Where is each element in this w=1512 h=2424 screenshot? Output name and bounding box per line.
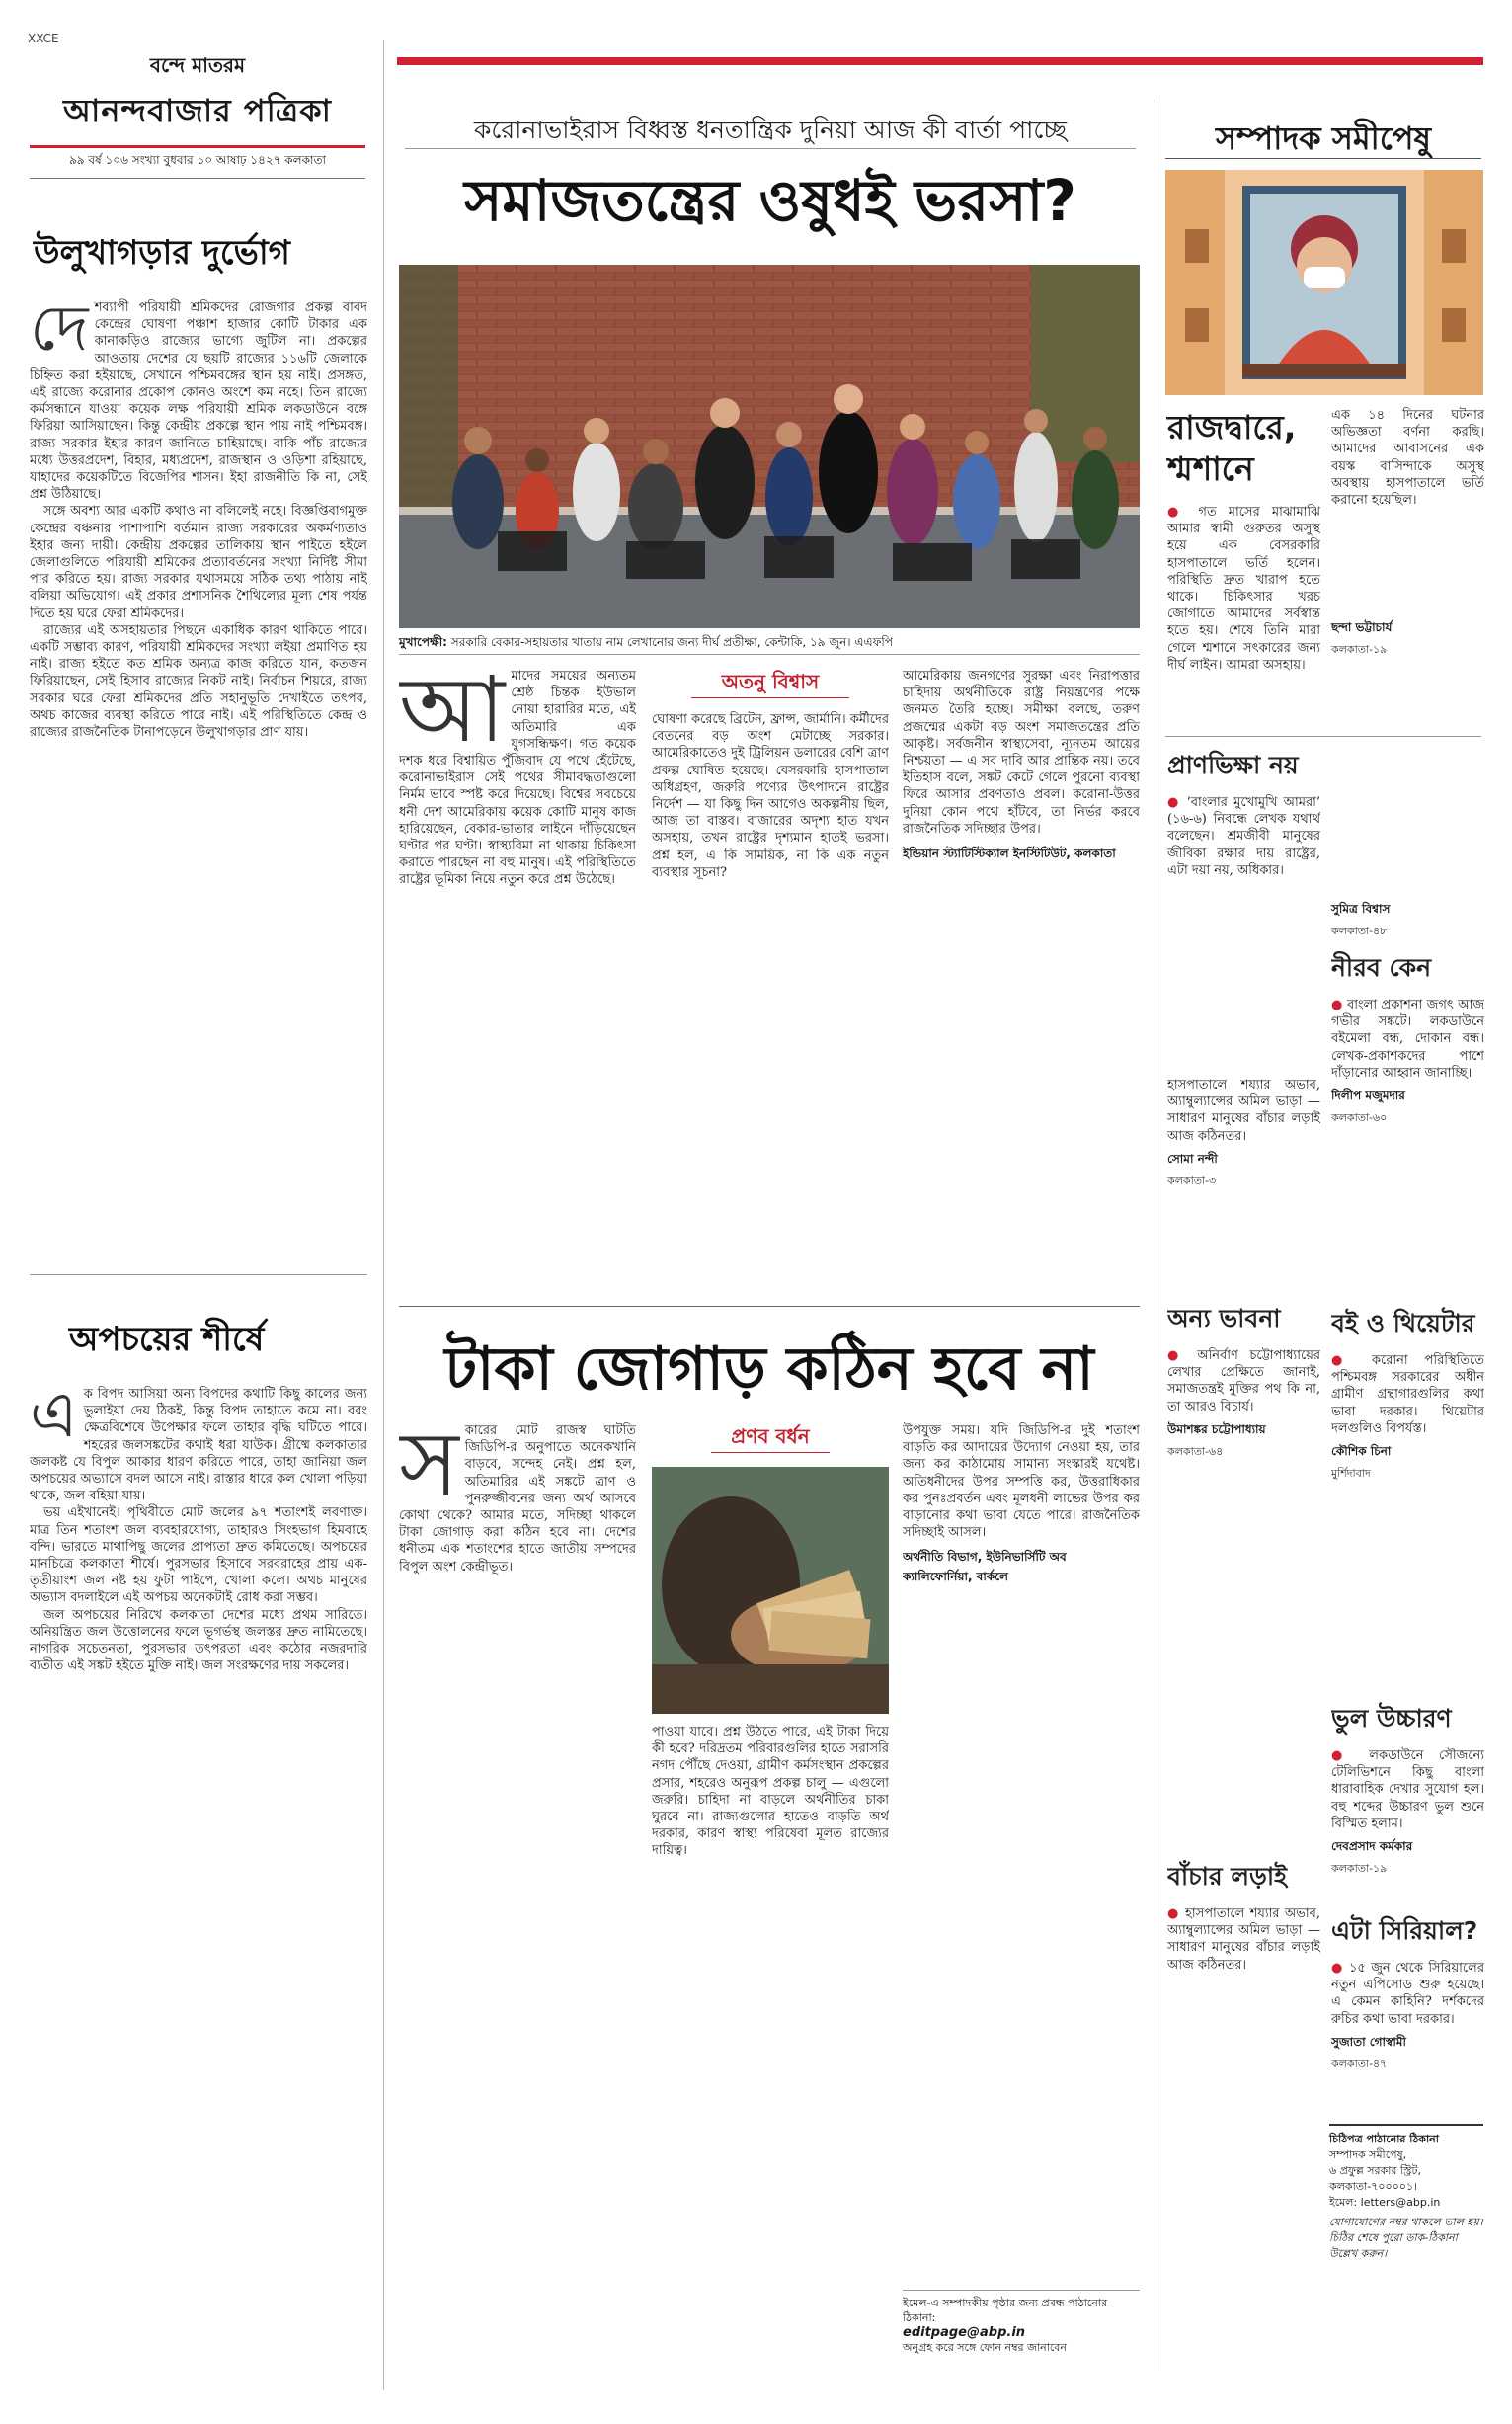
money-photo-illustration <box>652 1467 889 1714</box>
main-headline: সমাজতন্ত্রের ওষুধই ভরসা? <box>464 167 1076 234</box>
letter-4-text: করোনা পরিস্থিতিতে পশ্চিমবঙ্গ সরকারের অধীন গ্রামীণ গ্রন্থাগারগুলির কথা ভাবা দরকার। থিয়েটার দলগুলিও বিপর্যস্ত। <box>1331 1353 1484 1436</box>
letters-title-rule <box>1165 158 1481 159</box>
masthead-logo[interactable]: আনন্দবাজার পত্রিকা <box>63 92 332 129</box>
letter-1-intro: এক ১৪ দিনের ঘটনার অভিজ্ঞতা বর্ণনা করছি। আমাদের আবাসনের এক বয়স্ক বাসিন্দাকে অসুস্থ অবস্থায় হাসপাতালে ভর্তি করানো হয়েছিল। <box>1331 408 1484 509</box>
queue-photo-illustration <box>399 265 1140 628</box>
editorial-2 <box>30 1314 367 2356</box>
letters-rule-1 <box>1165 736 1481 737</box>
main-byline: অতনু বিশ্বাস <box>721 670 820 693</box>
bullet-icon: ● <box>1167 505 1187 520</box>
caption-rule <box>399 654 1140 655</box>
address-line: সম্পাদক সমীপেষু, <box>1329 2148 1407 2161</box>
second-byline: প্রণব বর্ধন <box>731 1424 810 1448</box>
second-byline-rule <box>711 1452 830 1453</box>
main-body-col1 <box>399 668 636 1300</box>
address-title: চিঠিপত্র পাঠানোর ঠিকানা <box>1329 2133 1439 2145</box>
editorial-1-title: উলুখাগড়ার দুর্ভোগ <box>34 233 290 273</box>
letter-3 <box>1331 948 1484 1289</box>
main-col2-text: ঘোষণা করেছে ব্রিটেন, ফ্রান্স, জার্মানি। কর্মীদের বেতনের বড় অংশ মেটাচ্ছে সরকার। আমেরিকাতেও দুই ট্রিলিয়ন ডলারের বেশি ত্রাণ প্রকল্প ঘোষিত হয়েছে। বেসরকারি হাসপাতাল অধিগ্রহণ, জরুরি পণ্যের উৎপাদনে রাষ্ট্রের নির্দেশ — যা কিছু দিন আগেও অকল্পনীয় ছিল, আজ তা বাস্তব। বাজারের অদৃশ্য হাত যখন অসহায়, তখন রাষ্ট্রের দৃশ্যমান হাতই ভরসা। প্রশ্ন হল, এ কি সাময়িক, না কি এক নতুন ব্যবস্থার সূচনা? <box>652 712 889 880</box>
letter-7-title: অন্য ভাবনা <box>1167 1304 1281 1333</box>
letter-5-sig: দেবপ্রসাদ কর্মকার <box>1331 1839 1413 1854</box>
second-body-col1 <box>399 1422 636 2351</box>
letter-1-sig: ছন্দা ভট্টাচার্য <box>1331 620 1393 634</box>
main-bottom-rule <box>399 1306 1140 1307</box>
editorial-2-para: ক বিপদ আসিয়া অন্য বিপদের কথাটি কিছু কালের জন্য ভুলাইয়া দেয় ঠিকই, কিন্তু বিপদ তাহাতে কমে না। বরং ক্ষেত্রবিশেষে উপেক্ষার ফলে তাহার বৃদ্ধি ঘটিতে পারে। শহরের জলসঙ্কটের কথাই ধরা যাউক। গ্রীষ্মে কলকাতার জলকষ্ট যে বিপুল আকার ধারণ করিতে পারে, তাহা জানিয়া জল অপচয়ের অভ্যাসে বদল আসে নাই। রাস্তার ধারে কল খোলা পড়িয়া থাকে, জল বহিয়া যায়। <box>30 1387 367 1504</box>
main-col1-text: মাদের সময়ের অন্যতম শ্রেষ্ঠ চিন্তক ইউভাল নোয়া হারারির মতে, এই অতিমারি এক যুগসন্ধিক্ষণ। গত কয়েক দশক ধরে বিশ্বায়িত পুঁজিবাদ যে পথে হেঁটেছে, করোনাভাইরাস সেই পথের সীমাবদ্ধতাগুলো নির্মম ভাবে স্পষ্ট করে দিয়েছে। বিশ্বের সবচেয়ে ধনী দেশ আমেরিকায় কয়েক কোটি মানুষ কাজ হারিয়েছেন, বেকার-ভাতার লাইনে দাঁড়িয়েছেন ঘণ্টার পর ঘণ্টা। স্বাস্থ্যবিমা না থাকায় চিকিৎসা করাতে পারছেন না বহু মানুষ। এই পরিস্থিতিতে রাষ্ট্রের ভূমিকা নিয়ে নতুন করে প্রশ্ন উঠেছে। <box>399 669 636 888</box>
letter-1-place: কলকাতা-১৯ <box>1331 643 1388 656</box>
letter-8-title-block <box>1167 1857 1320 2331</box>
main-col3-text: আমেরিকায় জনগণের সুরক্ষা এবং নিরাপত্তার চাহিদায় অর্থনীতিকে রাষ্ট্র নিয়ন্ত্রণের পক্ষে জনমত তৈরি হচ্ছে। সমীক্ষা বলছে, তরুণ প্রজন্মের একটা বড় অংশ সমাজতন্ত্রের প্রতি আকৃষ্ট। সর্বজনীন স্বাস্থ্যসেবা, ন্যূনতম আয়ের নিশ্চয়তা — এ সব দাবি আর প্রান্তিক নয়। তবে ইতিহাস বলে, সঙ্কট কেটে গেলে পুরনো ব্যবস্থা ফিরে আসার প্রবণতাও প্রবল। করোনা-উত্তর দুনিয়া কোন পথে হাঁটবে, তা নির্ভর করবে রাজনৈতিক সদিচ্ছার উপর। <box>903 669 1140 837</box>
address-email-label: ইমেল: <box>1329 2196 1358 2209</box>
letter-6 <box>1331 1911 1484 2114</box>
letter-2-title: প্রাণভিক্ষা নয় <box>1167 751 1299 779</box>
letter-7 <box>1167 1299 1320 1793</box>
letter-1-text: গত মাসের মাঝামাঝি আমার স্বামী গুরুতর অসুস্থ হয়ে এক বেসরকারি হাসপাতালে ভর্তি হলেন। পরিস্থিতি দ্রুত খারাপ হতে থাকে। চিকিৎসার খরচ জোগাতে আমাদের সর্বস্বান্ত হতে হয়। শেষে তিনি মারা গেলে শ্মশানে সৎকারের জন্য দীর্ঘ লাইন। আমরা অসহায়। <box>1167 505 1320 673</box>
bullet-icon: ● <box>1331 1748 1354 1763</box>
letter-1-signature <box>1331 617 1484 660</box>
main-signoff: ইন্ডিয়ান স্ট্যাটিস্টিক্যাল ইনস্টিটিউট, কলকাতা <box>903 847 1116 861</box>
second-headline: টাকা জোগাড় কঠিন হবে না <box>444 1334 1094 1404</box>
editorial-1-para: রাজ্যের এই অসহায়তার পিছনে একাধিক কারণ থাকিতে পারে। একটি সম্ভাব্য কারণ, পরিযায়ী শ্রমিকদের সংখ্যা লইয়া প্রমাণিত হয় নাই। রাজ্য হইতে কত শ্রমিক অন্যত্র কাজ করিতে যান, কতজন ফিরিয়াছেন, সেই হিসাব রাজ্যের নিকট নাই। নির্বাচন শিয়রে, রাজ্য সরকার ঘরে ফেরা শ্রমিকদের প্রতি সহানুভূতি দেখাইতে তৎপর, অথচ কাজের ব্যবস্থা করিতে পারে নাই। এই পরিস্থিতিতে কেন্দ্র ও রাজ্যের রাজনৈতিক টানাপড়েনে উলুখাগড়ার প্রাণ যায়। <box>30 622 367 741</box>
left-divider <box>30 1274 367 1275</box>
second-col3-text: উপযুক্ত সময়। যদি জিডিপি-র দুই শতাংশ বাড়তি কর আদায়ের উদ্যোগ নেওয়া হয়, তার জন্য কর কাঠামোয় সামান্য সংস্কারই যথেষ্ট। অতিধনীদের উপর সম্পত্তি কর, উত্তরাধিকার কর পুনঃপ্রবর্তন এবং মূলধনী লাভের উপর কর বাড়ানোর কথা ভাবা যেতে পারে। রাজনৈতিক সদিচ্ছাই আসল। <box>903 1423 1140 1541</box>
letter-8-title-text: হাসপাতালে শয্যার অভাব, অ্যাম্বুল্যান্সের অমিল ভাড়া — সাধারণ মানুষের বাঁচার লড়াই আজ কঠিনতর। <box>1167 1906 1320 1973</box>
editorial-1-para: সঙ্গে অবশ্য আর একটি কথাও না বলিলেই নহে। বিজ্ঞপ্তিবাগমুক্ত কেন্দ্রের বঞ্চনার পাশাপাশি বর্তমান রাজ্য সরকারের অকর্মণ্যতাও ইহার জন্য দায়ী। কেন্দ্রীয় প্রকল্পের তালিকায় স্থান পাইতে হইলে জেলাগুলিতে পরিযায়ী শ্রমিকের প্রত্যাবর্তনের সংখ্যা নির্দিষ্ট সীমা পার করিতে হয়। রাজ্য সরকার যথাসময়ে সঠিক তথ্য পাঠায় নাই বলিয়া অভিযোগ। এই প্রকার প্রশাসনিক শৈথিল্যের মূল্য শেষ পর্যন্ত দিতে হয় ঘরে ফেরা শ্রমিকদের। <box>30 504 367 621</box>
bullet-icon: ● <box>1331 1961 1344 1976</box>
editorial-2-dropcap: এ <box>30 1379 78 1452</box>
second-body-col3 <box>903 1422 1140 2282</box>
editorial-1-para: শব্যাপী পরিযায়ী শ্রমিকদের রোজগার প্রকল্প বাবদ কেন্দ্রের ঘোষণা পঞ্চাশ হাজার কোটি টাকার এক কানাকড়িও রাজ্যের ভাগ্যে জুটিল না। প্রকল্পের আওতায় দেশের যে ছয়টি রাজ্যের ১১৬টি জেলাকে চিহ্নিত করা হইয়াছে, সেখানে পশ্চিমবঙ্গের স্থান হয় নাই। প্রসঙ্গত, এই রাজ্যে করোনার প্রকোপ কোনও অংশে কম নহে। তিন রাজ্যে কর্মসন্ধানে যাওয়া কয়েক লক্ষ পরিযায়ী শ্রমিক লকডাউনে বঙ্গে ফিরিয়া আসিয়াছেন। কিন্তু কেন্দ্রীয় প্রকল্পে স্থান পায় নাই পশ্চিমবঙ্গ। রাজ্য সরকার ইহার কারণ জানিতে চাহিয়াছে। বাকি পাঁচ রাজ্যের মধ্যে উত্তরপ্রদেশ, বিহার, মধ্যপ্রদেশ, রাজস্থান ও ওড়িশা রহিয়াছে, যাহাদের কয়েকটিতে বিজেপির শাসন। ইহা রাজনীতি কি না, সেই প্রশ্ন উঠিয়াছে। <box>30 300 367 503</box>
kicker-underline <box>405 148 1136 149</box>
letters-illustration <box>1165 170 1483 395</box>
letter-5-place: কলকাতা-১৯ <box>1331 1862 1388 1876</box>
second-col2-text: পাওয়া যাবে। প্রশ্ন উঠতে পারে, এই টাকা দিয়ে কী হবে? দরিদ্রতম পরিবারগুলির হাতে সরাসরি নগদ পৌঁছে দেওয়া, গ্রামীণ কর্মসংস্থান প্রকল্পের প্রসার, শহরেও অনুরূপ প্রকল্প চালু — এগুলো জরুরি। চাহিদা না বাড়লে অর্থনীতির চাকা ঘুরবে না। রাজ্যগুলোর হাতেও বাড়তি অর্থ দরকার, কারণ স্বাস্থ্য পরিষেবা মূলত রাজ্যের দায়িত্ব। <box>652 1725 889 1859</box>
second-dropcap: স <box>399 1422 459 1517</box>
editorial-1 <box>30 227 367 1259</box>
bullet-icon: ● <box>1331 998 1343 1012</box>
letter-3-title: নীরব কেন <box>1331 953 1431 982</box>
letter-1-body <box>1167 504 1320 723</box>
second-footer-text: ইমেল-এ সম্পাদকীয় পৃষ্ঠার জন্য প্রবন্ধ পাঠানোর ঠিকানা: <box>903 2297 1108 2324</box>
main-dropcap: আ <box>399 668 506 763</box>
column-divider-left <box>383 40 384 2390</box>
second-footer-email[interactable]: editpage@abp.in <box>903 2325 1026 2340</box>
address-email[interactable]: letters@abp.in <box>1360 2196 1441 2209</box>
second-footer <box>903 2296 1140 2355</box>
letter-4-title: বই ও থিয়েটার <box>1331 1309 1475 1337</box>
masthead-block <box>30 51 365 179</box>
address-email-row <box>1329 2195 1483 2211</box>
letter-2-text: ‘বাংলার মুখোমুখি আমরা’ (১৬-৬) নিবন্ধে লেখক যথার্থ বলেছেন। শ্রমজীবী মানুষের জীবিকা রক্ষার দায় রাষ্ট্রের, এটা দয়া নয়, অধিকার। <box>1167 795 1320 878</box>
letter-7-sig: উমাশঙ্কর চট্টোপাধ্যায় <box>1167 1421 1266 1436</box>
letter-8-place: কলকাতা-৩ <box>1167 1173 1217 1187</box>
letter-5-title: ভুল উচ্চারণ <box>1331 1704 1452 1733</box>
editorial-1-dropcap: দে <box>30 292 89 365</box>
letter-4-place: মুর্শিদাবাদ <box>1331 1467 1371 1481</box>
bullet-icon: ● <box>1167 1906 1180 1921</box>
main-body-col2 <box>652 711 889 1304</box>
letter-5-text: লকডাউনে সৌজন্যে টেলিভিশনে কিছু বাংলা ধারাবাহিক দেখার সুযোগ হল। বহু শব্দের উচ্চারণ ভুল শুনে বিস্মিত হলাম। <box>1331 1748 1484 1831</box>
letter-6-text: ১৫ জুন থেকে সিরিয়ালের নতুন এপিসোড শুরু হয়েছে। এ কেমন কাহিনি? দর্শকদের রুচির কথা ভাবা দরকার। <box>1331 1961 1484 2027</box>
letter-8-text: হাসপাতালে শয্যার অভাব, অ্যাম্বুল্যান্সের অমিল ভাড়া — সাধারণ মানুষের বাঁচার লড়াই আজ কঠিনতর। <box>1167 1078 1320 1144</box>
letter-3-sig: দিলীপ মজুমদার <box>1331 1089 1405 1103</box>
letter-2-signature <box>1331 899 1484 941</box>
motto: বন্দে মাতরম <box>149 53 246 77</box>
dateline-rule <box>30 178 365 179</box>
second-col1-text: কারের মোট রাজস্ব ঘাটতি জিডিপি-র অনুপাতে অনেকখানি বাড়বে, সন্দেহ নেই। প্রশ্ন হল, অতিমারির এই সঙ্কটে ত্রাণ ও পুনরুজ্জীবনের জন্য অর্থ আসবে কোথা থেকে? আমার মতে, সদিচ্ছা থাকলে টাকা জোগাড় করা কঠিন হবে না। দেশের ধনীতম এক শতাংশের হাতে জাতীয় সম্পদের বিপুল অংশ কেন্দ্রীভূত। <box>399 1423 636 1575</box>
bullet-icon: ● <box>1331 1353 1356 1368</box>
photo-caption-text: সরকারি বেকার-সহায়তার খাতায় নাম লেখানোর জন্য দীর্ঘ প্রতীক্ষা, কেন্টাকি, ১৯ জুন। এএফপি <box>450 635 893 649</box>
second-body-col2 <box>652 1724 889 2346</box>
second-signoff: অর্থনীতি বিভাগ, ইউনিভার্সিটি অব ক্যালিফোর্নিয়া, বার্কলে <box>903 1550 1067 1584</box>
letter-7-place: কলকাতা-৬৪ <box>1167 1444 1224 1458</box>
photo-caption-label: মুখাপেক্ষী: <box>399 635 447 649</box>
letter-7-text: অনির্বাণ চট্টোপাধ্যায়ের লেখার প্রেক্ষিতে জানাই, সমাজতন্ত্রই মুক্তির পথ কি না, তা আরও বিচার্য। <box>1167 1348 1320 1414</box>
address-note: যোগাযোগের নম্বর থাকলে ভাল হয়। চিঠির শেষে পুরো ডাক-ঠিকানা উল্লেখ করুন। <box>1329 2216 1483 2260</box>
dateline: ৯৯ বর্ষ ১০৬ সংখ্যা বুধবার ১০ আষাঢ় ১৪২৭ কলকাতা <box>69 153 326 167</box>
letter-8-block <box>1167 1077 1320 1294</box>
letter-5 <box>1331 1699 1484 1901</box>
letter-4 <box>1331 1304 1484 1689</box>
editorial-2-body <box>30 1379 367 1674</box>
letters-section-title: সম্পাদক সমীপেষু <box>1215 120 1432 157</box>
letter-3-text: বাংলা প্রকাশনা জগৎ আজ গভীর সঙ্কটে। লকডাউনে বইমেলা বন্ধ, দোকান বন্ধ। লেখক-প্রকাশকদের পাশে দাঁড়ানোর আহ্বান জানাচ্ছি। <box>1331 998 1484 1081</box>
letter-1-title: রাজদ্বারে, শ্মশানে <box>1167 408 1297 488</box>
news-photo <box>399 265 1140 628</box>
page-tag: XXCE <box>28 32 59 45</box>
letter-6-title: এটা সিরিয়াল? <box>1331 1916 1478 1945</box>
editorial-1-body <box>30 292 367 741</box>
editorial-2-para: ভয় এইখানেই। পৃথিবীতে মোট জলের ৯৭ শতাংশই লবণাক্ত। মাত্র তিন শতাংশ জল ব্যবহারযোগ্য, তাহারও সিংহভাগ হিমবাহে বন্দি। ভারতে মাথাপিছু জলের প্রাপ্যতা দ্রুত কমিতেছে। অপচয়ের মানচিত্রে কলকাতা শীর্ষে। পুরসভার হিসাবে সরবরাহের প্রায় এক-তৃতীয়াংশ জল নষ্ট হয় ফুটা পাইপে, খোলা কলে। অথচ মানুষের অভ্যাস বদলাইলে এই অপচয় অনেকটাই রোধ করা সম্ভব। <box>30 1505 367 1606</box>
letter-2-place: কলকাতা-৪৮ <box>1331 925 1388 937</box>
address-line: কলকাতা-৭০০০০১। <box>1329 2180 1418 2193</box>
main-kicker: করোনাভাইরাস বিধ্বস্ত ধনতান্ত্রিক দুনিয়া আজ কী বার্তা পাচ্ছে <box>473 116 1068 144</box>
main-body-col3 <box>903 668 1140 1290</box>
second-footer-rule <box>903 2290 1140 2291</box>
letters-address-box <box>1329 2124 1483 2262</box>
letter-2-sig: সুমিত্র বিশ্বাস <box>1331 902 1391 916</box>
woman-mask-window-illustration <box>1165 170 1483 395</box>
letter-2 <box>1167 746 1320 1042</box>
letter-3-place: কলকাতা-৬০ <box>1331 1111 1388 1125</box>
letter-6-sig: সুজাতা গোস্বামী <box>1331 2034 1406 2049</box>
second-footer-note: অনুগ্রহ করে সঙ্গে ফোন নম্বর জানাবেন <box>903 2341 1067 2354</box>
letter-8-title: বাঁচার লড়াই <box>1167 1862 1288 1891</box>
address-line: ৬ প্রফুল্ল সরকার স্ট্রিট, <box>1329 2164 1421 2177</box>
top-red-rule <box>397 57 1483 65</box>
editorial-2-para: জল অপচয়ের নিরিখে কলকাতা দেশের মধ্যে প্রথম সারিতে। অনিয়ন্ত্রিত জল উত্তোলনের ফলে ভূগর্ভস্থ জলস্তর দ্রুত নামিতেছে। নাগরিক সচেতনতা, পুরসভার তৎপরতা এবং কঠোর নজরদারি ব্যতীত এই সঙ্কট হইতে মুক্তি নাই। জল সংরক্ষণের দায় সকলের। <box>30 1607 367 1674</box>
letter-8-sig: সোমা নন্দী <box>1167 1151 1218 1166</box>
money-photo <box>652 1467 889 1714</box>
bullet-icon: ● <box>1167 1348 1186 1363</box>
letter-4-sig: কৌশিক চিনা <box>1331 1444 1392 1459</box>
masthead-rule <box>30 145 365 148</box>
editorial-2-title: অপচয়ের শীর্ষে <box>69 1320 265 1359</box>
bullet-icon: ● <box>1167 795 1181 810</box>
photo-caption <box>399 634 1140 654</box>
byline-rule <box>691 697 849 698</box>
letter-6-place: কলকাতা-৪৭ <box>1331 2057 1388 2070</box>
